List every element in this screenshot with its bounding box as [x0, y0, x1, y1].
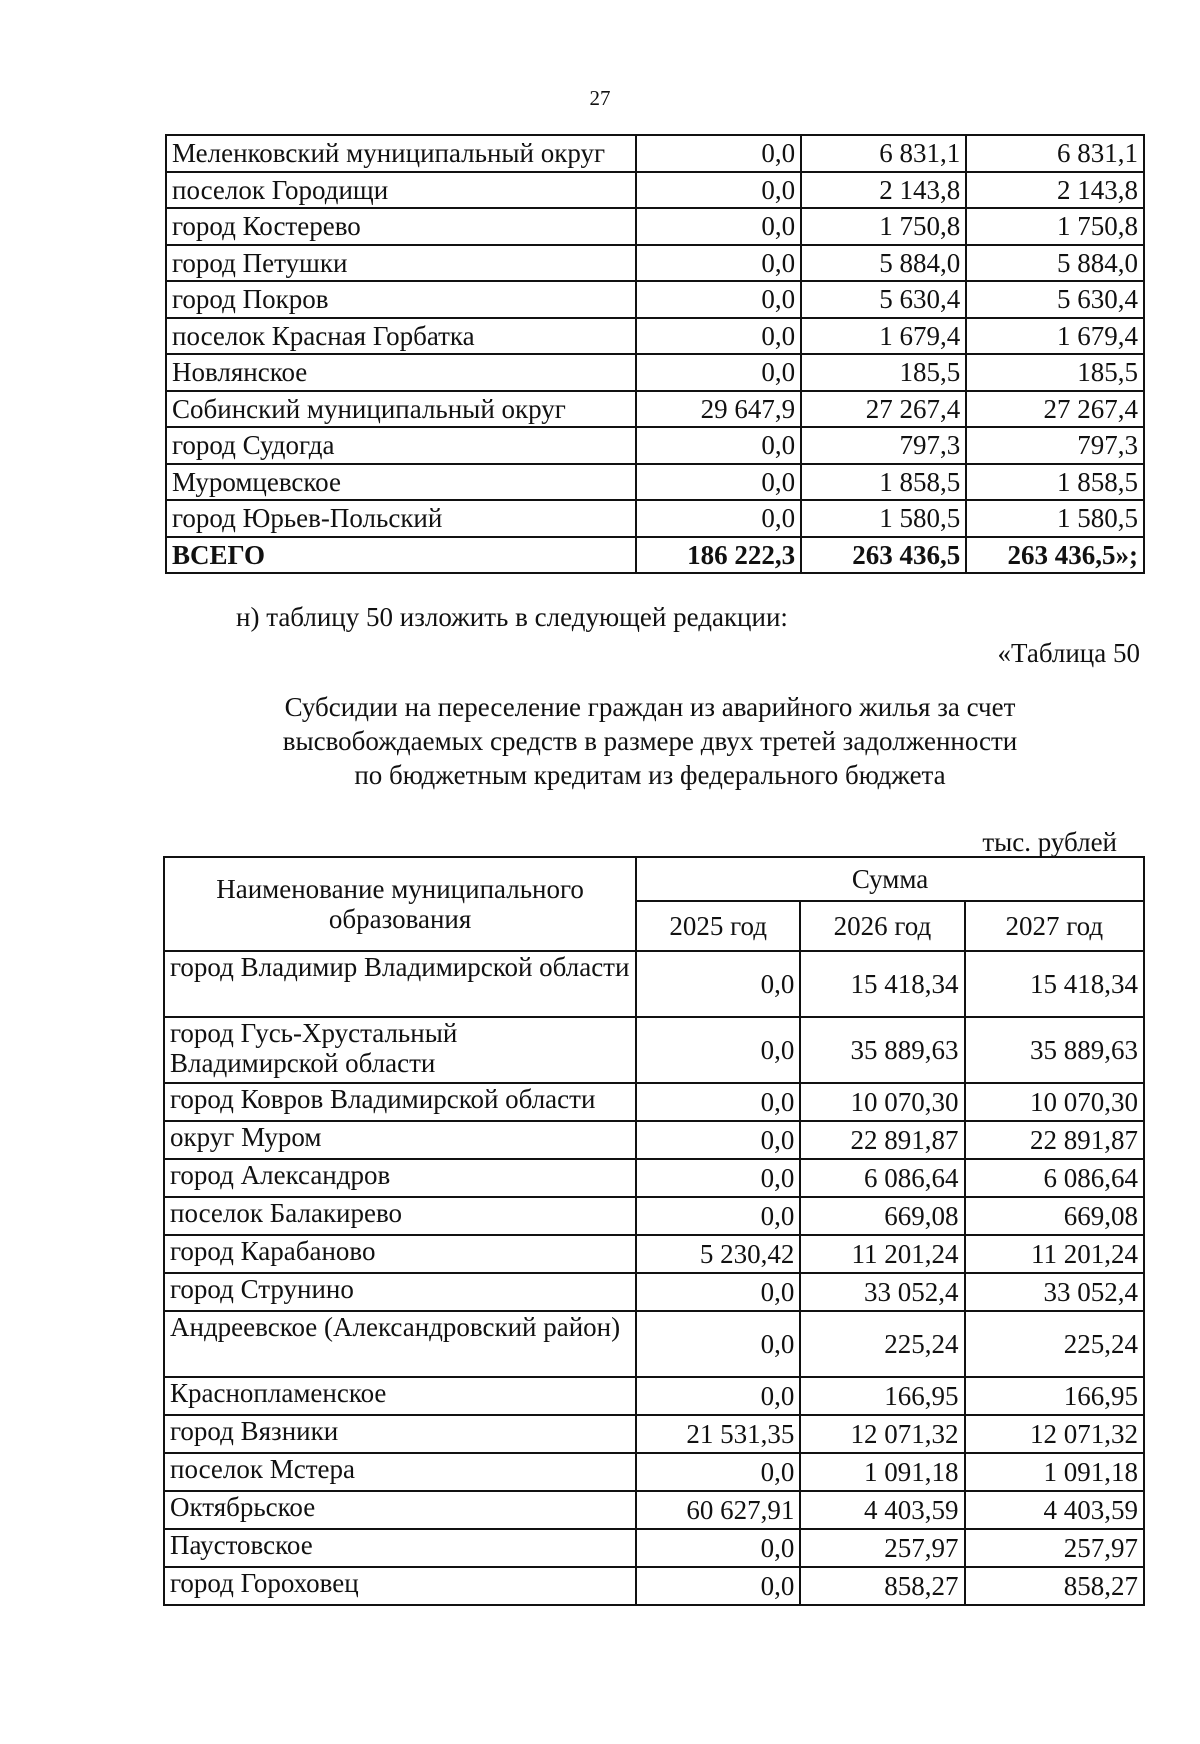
municipality-name: Собинский муниципальный округ — [166, 391, 636, 428]
value-2025: 0,0 — [636, 281, 801, 318]
value-2025: 5 230,42 — [636, 1235, 800, 1273]
value-2026: 5 630,4 — [801, 281, 966, 318]
value-2026: 4 403,59 — [800, 1491, 964, 1529]
table-row — [164, 1273, 1144, 1311]
table-row — [164, 1311, 1144, 1377]
subsidy-table-header — [164, 857, 1144, 951]
value-2027: 1 580,5 — [966, 500, 1144, 537]
municipality-name: город Карабаново — [164, 1235, 636, 1273]
municipality-name: Краснопламенское — [164, 1377, 636, 1415]
table-row — [166, 318, 1144, 355]
value-2027: 1 679,4 — [966, 318, 1144, 355]
value-2025: 0,0 — [636, 1121, 800, 1159]
value-2026: 33 052,4 — [800, 1273, 964, 1311]
total-2027: 263 436,5»; — [966, 537, 1144, 574]
municipality-name: поселок Красная Горбатка — [166, 318, 636, 355]
table-row — [164, 1491, 1144, 1529]
value-2027: 1 750,8 — [966, 208, 1144, 245]
municipality-name: Андреевское (Александровский район) — [164, 1311, 636, 1377]
municipality-name: город Струнино — [164, 1273, 636, 1311]
table-row — [166, 245, 1144, 282]
total-2025: 186 222,3 — [636, 537, 801, 574]
value-2025: 0,0 — [636, 1567, 800, 1605]
municipality-name: город Судогда — [166, 427, 636, 464]
value-2027: 4 403,59 — [965, 1491, 1144, 1529]
value-2025: 0,0 — [636, 500, 801, 537]
municipality-name: город Ковров Владимирской области — [164, 1083, 636, 1121]
value-2027: 225,24 — [965, 1311, 1144, 1377]
value-2026: 11 201,24 — [800, 1235, 964, 1273]
table-title — [160, 690, 1140, 792]
value-2026: 12 071,32 — [800, 1415, 964, 1453]
value-2027: 5 630,4 — [966, 281, 1144, 318]
table-row — [166, 427, 1144, 464]
table-row — [164, 1017, 1144, 1083]
value-2027: 797,3 — [966, 427, 1144, 464]
header-year-2025: 2025 год — [636, 901, 800, 951]
value-2025: 0,0 — [636, 1377, 800, 1415]
table-row — [164, 1083, 1144, 1121]
municipality-name: город Вязники — [164, 1415, 636, 1453]
municipality-name: город Александров — [164, 1159, 636, 1197]
table-row — [166, 500, 1144, 537]
value-2026: 5 884,0 — [801, 245, 966, 282]
value-2026: 27 267,4 — [801, 391, 966, 428]
value-2025: 0,0 — [636, 1529, 800, 1567]
municipality-name: Паустовское — [164, 1529, 636, 1567]
continued-table — [165, 134, 1145, 574]
value-2027: 166,95 — [965, 1377, 1144, 1415]
value-2025: 0,0 — [636, 318, 801, 355]
value-2026: 15 418,34 — [800, 951, 964, 1017]
value-2025: 0,0 — [636, 1083, 800, 1121]
value-2026: 166,95 — [800, 1377, 964, 1415]
subsidy-table-body — [164, 951, 1144, 1605]
value-2026: 10 070,30 — [800, 1083, 964, 1121]
municipality-name: город Петушки — [166, 245, 636, 282]
value-2026: 185,5 — [801, 354, 966, 391]
value-2026: 797,3 — [801, 427, 966, 464]
value-2026: 858,27 — [800, 1567, 964, 1605]
value-2027: 5 884,0 — [966, 245, 1144, 282]
table-row — [164, 1453, 1144, 1491]
municipality-name: Муромцевское — [166, 464, 636, 501]
value-2026: 6 086,64 — [800, 1159, 964, 1197]
total-row — [166, 537, 1144, 574]
value-2027: 2 143,8 — [966, 172, 1144, 209]
value-2026: 225,24 — [800, 1311, 964, 1377]
value-2027: 6 831,1 — [966, 135, 1144, 172]
value-2027: 33 052,4 — [965, 1273, 1144, 1311]
value-2025: 0,0 — [636, 245, 801, 282]
municipality-name: город Гороховец — [164, 1567, 636, 1605]
value-2026: 22 891,87 — [800, 1121, 964, 1159]
value-2025: 0,0 — [636, 172, 801, 209]
value-2026: 1 679,4 — [801, 318, 966, 355]
table-row — [166, 391, 1144, 428]
value-2026: 1 858,5 — [801, 464, 966, 501]
value-2027: 1 858,5 — [966, 464, 1144, 501]
total-2026: 263 436,5 — [801, 537, 966, 574]
value-2027: 185,5 — [966, 354, 1144, 391]
municipality-name: Октябрьское — [164, 1491, 636, 1529]
value-2025: 0,0 — [636, 1273, 800, 1311]
value-2027: 12 071,32 — [965, 1415, 1144, 1453]
value-2027: 669,08 — [965, 1197, 1144, 1235]
value-2027: 858,27 — [965, 1567, 1144, 1605]
instruction-text: н) таблицу 50 изложить в следующей редакции: — [236, 602, 788, 632]
header-row — [164, 857, 1144, 901]
header-year-2026: 2026 год — [800, 901, 964, 951]
value-2026: 6 831,1 — [801, 135, 966, 172]
value-2027: 35 889,63 — [965, 1017, 1144, 1083]
value-2025: 0,0 — [636, 1453, 800, 1491]
value-2026: 1 580,5 — [801, 500, 966, 537]
value-2025: 0,0 — [636, 208, 801, 245]
value-2025: 60 627,91 — [636, 1491, 800, 1529]
value-2025: 0,0 — [636, 1017, 800, 1083]
value-2026: 2 143,8 — [801, 172, 966, 209]
table-title-line: по бюджетным кредитам из федерального бюджета — [354, 760, 946, 790]
table-row — [166, 208, 1144, 245]
table-title-line: Субсидии на переселение граждан из аварийного жилья за счет — [284, 692, 1016, 722]
value-2026: 257,97 — [800, 1529, 964, 1567]
header-year-2027: 2027 год — [965, 901, 1144, 951]
value-2025: 0,0 — [636, 951, 800, 1017]
table-row — [164, 1529, 1144, 1567]
municipality-name: поселок Балакирево — [164, 1197, 636, 1235]
header-sum: Сумма — [636, 857, 1144, 901]
value-2027: 22 891,87 — [965, 1121, 1144, 1159]
value-2025: 0,0 — [636, 427, 801, 464]
municipality-name: Меленковский муниципальный округ — [166, 135, 636, 172]
table-row — [166, 135, 1144, 172]
municipality-name: город Владимир Владимирской области — [164, 951, 636, 1017]
value-2025: 0,0 — [636, 464, 801, 501]
table-row — [164, 1159, 1144, 1197]
value-2026: 1 091,18 — [800, 1453, 964, 1491]
table-row — [164, 1415, 1144, 1453]
table-row — [164, 1121, 1144, 1159]
value-2027: 15 418,34 — [965, 951, 1144, 1017]
table-label: «Таблица 50 — [997, 638, 1140, 668]
value-2027: 27 267,4 — [966, 391, 1144, 428]
value-2027: 11 201,24 — [965, 1235, 1144, 1273]
municipality-name: город Юрьев-Польский — [166, 500, 636, 537]
municipality-name: поселок Городищи — [166, 172, 636, 209]
value-2026: 1 750,8 — [801, 208, 966, 245]
value-2027: 6 086,64 — [965, 1159, 1144, 1197]
continued-table-body — [166, 135, 1144, 573]
municipality-name: округ Муром — [164, 1121, 636, 1159]
value-2026: 35 889,63 — [800, 1017, 964, 1083]
value-2027: 1 091,18 — [965, 1453, 1144, 1491]
municipality-name: город Покров — [166, 281, 636, 318]
table-row — [166, 281, 1144, 318]
table-row — [164, 1567, 1144, 1605]
value-2027: 10 070,30 — [965, 1083, 1144, 1121]
municipality-name: поселок Мстера — [164, 1453, 636, 1491]
value-2025: 0,0 — [636, 1159, 800, 1197]
value-2027: 257,97 — [965, 1529, 1144, 1567]
page-number: 27 — [589, 86, 611, 110]
table-row — [166, 354, 1144, 391]
value-2025: 0,0 — [636, 1197, 800, 1235]
header-municipality: Наименование муниципального образования — [164, 857, 636, 951]
value-2025: 0,0 — [636, 135, 801, 172]
table-row — [164, 951, 1144, 1017]
value-2025: 0,0 — [636, 354, 801, 391]
table-row — [164, 1377, 1144, 1415]
municipality-name: город Костерево — [166, 208, 636, 245]
subsidy-table — [163, 856, 1145, 1606]
units-label: тыс. рублей — [982, 827, 1117, 857]
municipality-name: город Гусь-Хрустальный Владимирской области — [164, 1017, 636, 1083]
total-label: ВСЕГО — [166, 537, 636, 574]
value-2025: 21 531,35 — [636, 1415, 800, 1453]
value-2025: 0,0 — [636, 1311, 800, 1377]
table-row — [166, 464, 1144, 501]
value-2025: 29 647,9 — [636, 391, 801, 428]
table-row — [164, 1197, 1144, 1235]
table-title-line: высвобождаемых средств в размере двух третей задолженности — [282, 726, 1018, 756]
table-row — [166, 172, 1144, 209]
municipality-name: Новлянское — [166, 354, 636, 391]
value-2026: 669,08 — [800, 1197, 964, 1235]
table-row — [164, 1235, 1144, 1273]
